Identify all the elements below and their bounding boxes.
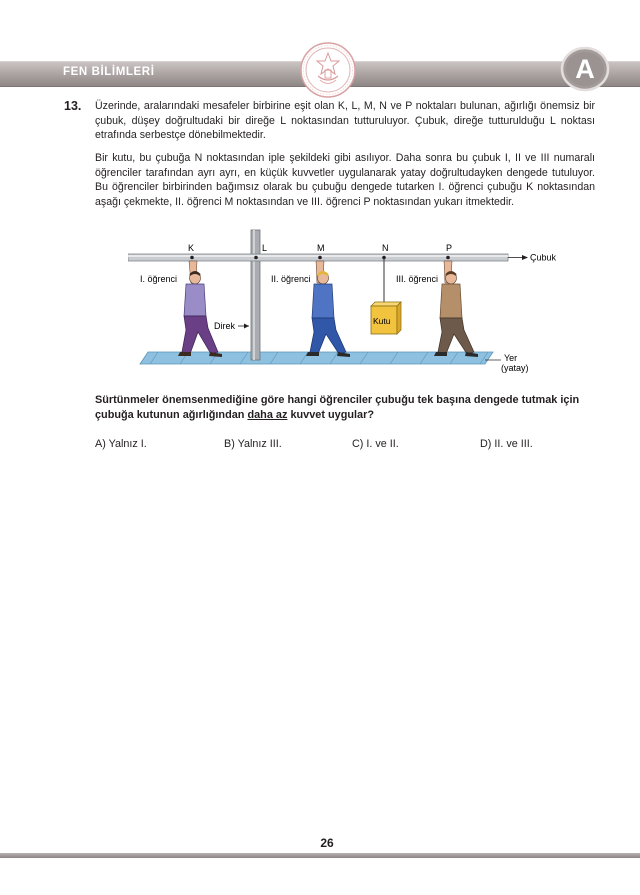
- ground-label: Yer: [504, 353, 518, 363]
- question-paragraph-2: Bir kutu, bu çubuğa N noktasından iple şekildeki gibi asılıyor. Daha sonra bu çubuk I, II ve III numaralı öğrenciler tarafından ayrı ayrı, en küçük kuvvetler uygulanarak yatay doğrultudayken dengede tutuluyor. Bu öğrenciler birbirinden bağımsız olarak bu çubuğu dengede tutarken I. öğrenci çubuğu K noktasından aşağı çekmekte, II. öğrenci M noktasından ve III. öğrenci P noktasından yukarı itmektedir.: [95, 152, 595, 208]
- point-n: [382, 256, 386, 260]
- point-label-n: N: [382, 243, 389, 253]
- pole: [251, 230, 260, 360]
- rod-label: Çubuk: [530, 252, 557, 263]
- question-number: 13.: [64, 99, 82, 113]
- point-label-l: L: [262, 243, 268, 253]
- point-k: [190, 256, 194, 260]
- student-3-label: III. öğrenci: [396, 274, 439, 284]
- point-label-k: K: [188, 243, 195, 253]
- option-d[interactable]: D) II. ve III.: [480, 438, 533, 450]
- point-p: [446, 256, 450, 260]
- option-a[interactable]: A) Yalnız I.: [95, 438, 147, 450]
- booklet-letter: A: [575, 54, 595, 84]
- option-b[interactable]: B) Yalnız III.: [224, 438, 282, 450]
- point-m: [318, 256, 322, 260]
- student-2-figure: [306, 261, 350, 357]
- point-label-p: P: [446, 243, 453, 253]
- student-1-label: I. öğrenci: [140, 274, 178, 284]
- question-prompt: [95, 393, 595, 423]
- page-number: 26: [320, 836, 334, 850]
- student-3-figure: [434, 261, 478, 357]
- student-1-figure: [178, 261, 222, 357]
- footer-line: [0, 853, 640, 858]
- ministry-logo: [298, 40, 358, 100]
- point-l: [254, 256, 258, 260]
- question-prompt-underlined: daha az: [247, 409, 288, 421]
- lever-figure: [128, 228, 598, 385]
- box-label: Kutu: [373, 316, 391, 326]
- question-prompt-end: kuvvet uygular?: [287, 409, 374, 421]
- question-prompt-start: Sürtünmeler önemsenmediğine göre hangi öğrenciler çubuğu tek başına dengede tutmak için çubuğa kutunun ağırlığından: [95, 394, 580, 421]
- ground-label-sub: (yatay): [501, 363, 529, 373]
- pole-label: Direk: [214, 321, 236, 331]
- option-c[interactable]: C) I. ve II.: [352, 438, 399, 450]
- subject-title: FEN BİLİMLERİ: [63, 66, 155, 78]
- student-2-label: II. öğrenci: [271, 274, 311, 284]
- point-label-m: M: [317, 243, 325, 253]
- question-paragraph-1: Üzerinde, aralarındaki mesafeler birbirine eşit olan K, L, M, N ve P noktaları bulunan, ağırlığı önemsiz bir çubuk, düşey doğrultudaki bir direğe L noktasından tutturuluyor. Çubuk, direğe tutturulduğu L noktası etrafında serbestçe dönebilmektedir.: [95, 100, 595, 142]
